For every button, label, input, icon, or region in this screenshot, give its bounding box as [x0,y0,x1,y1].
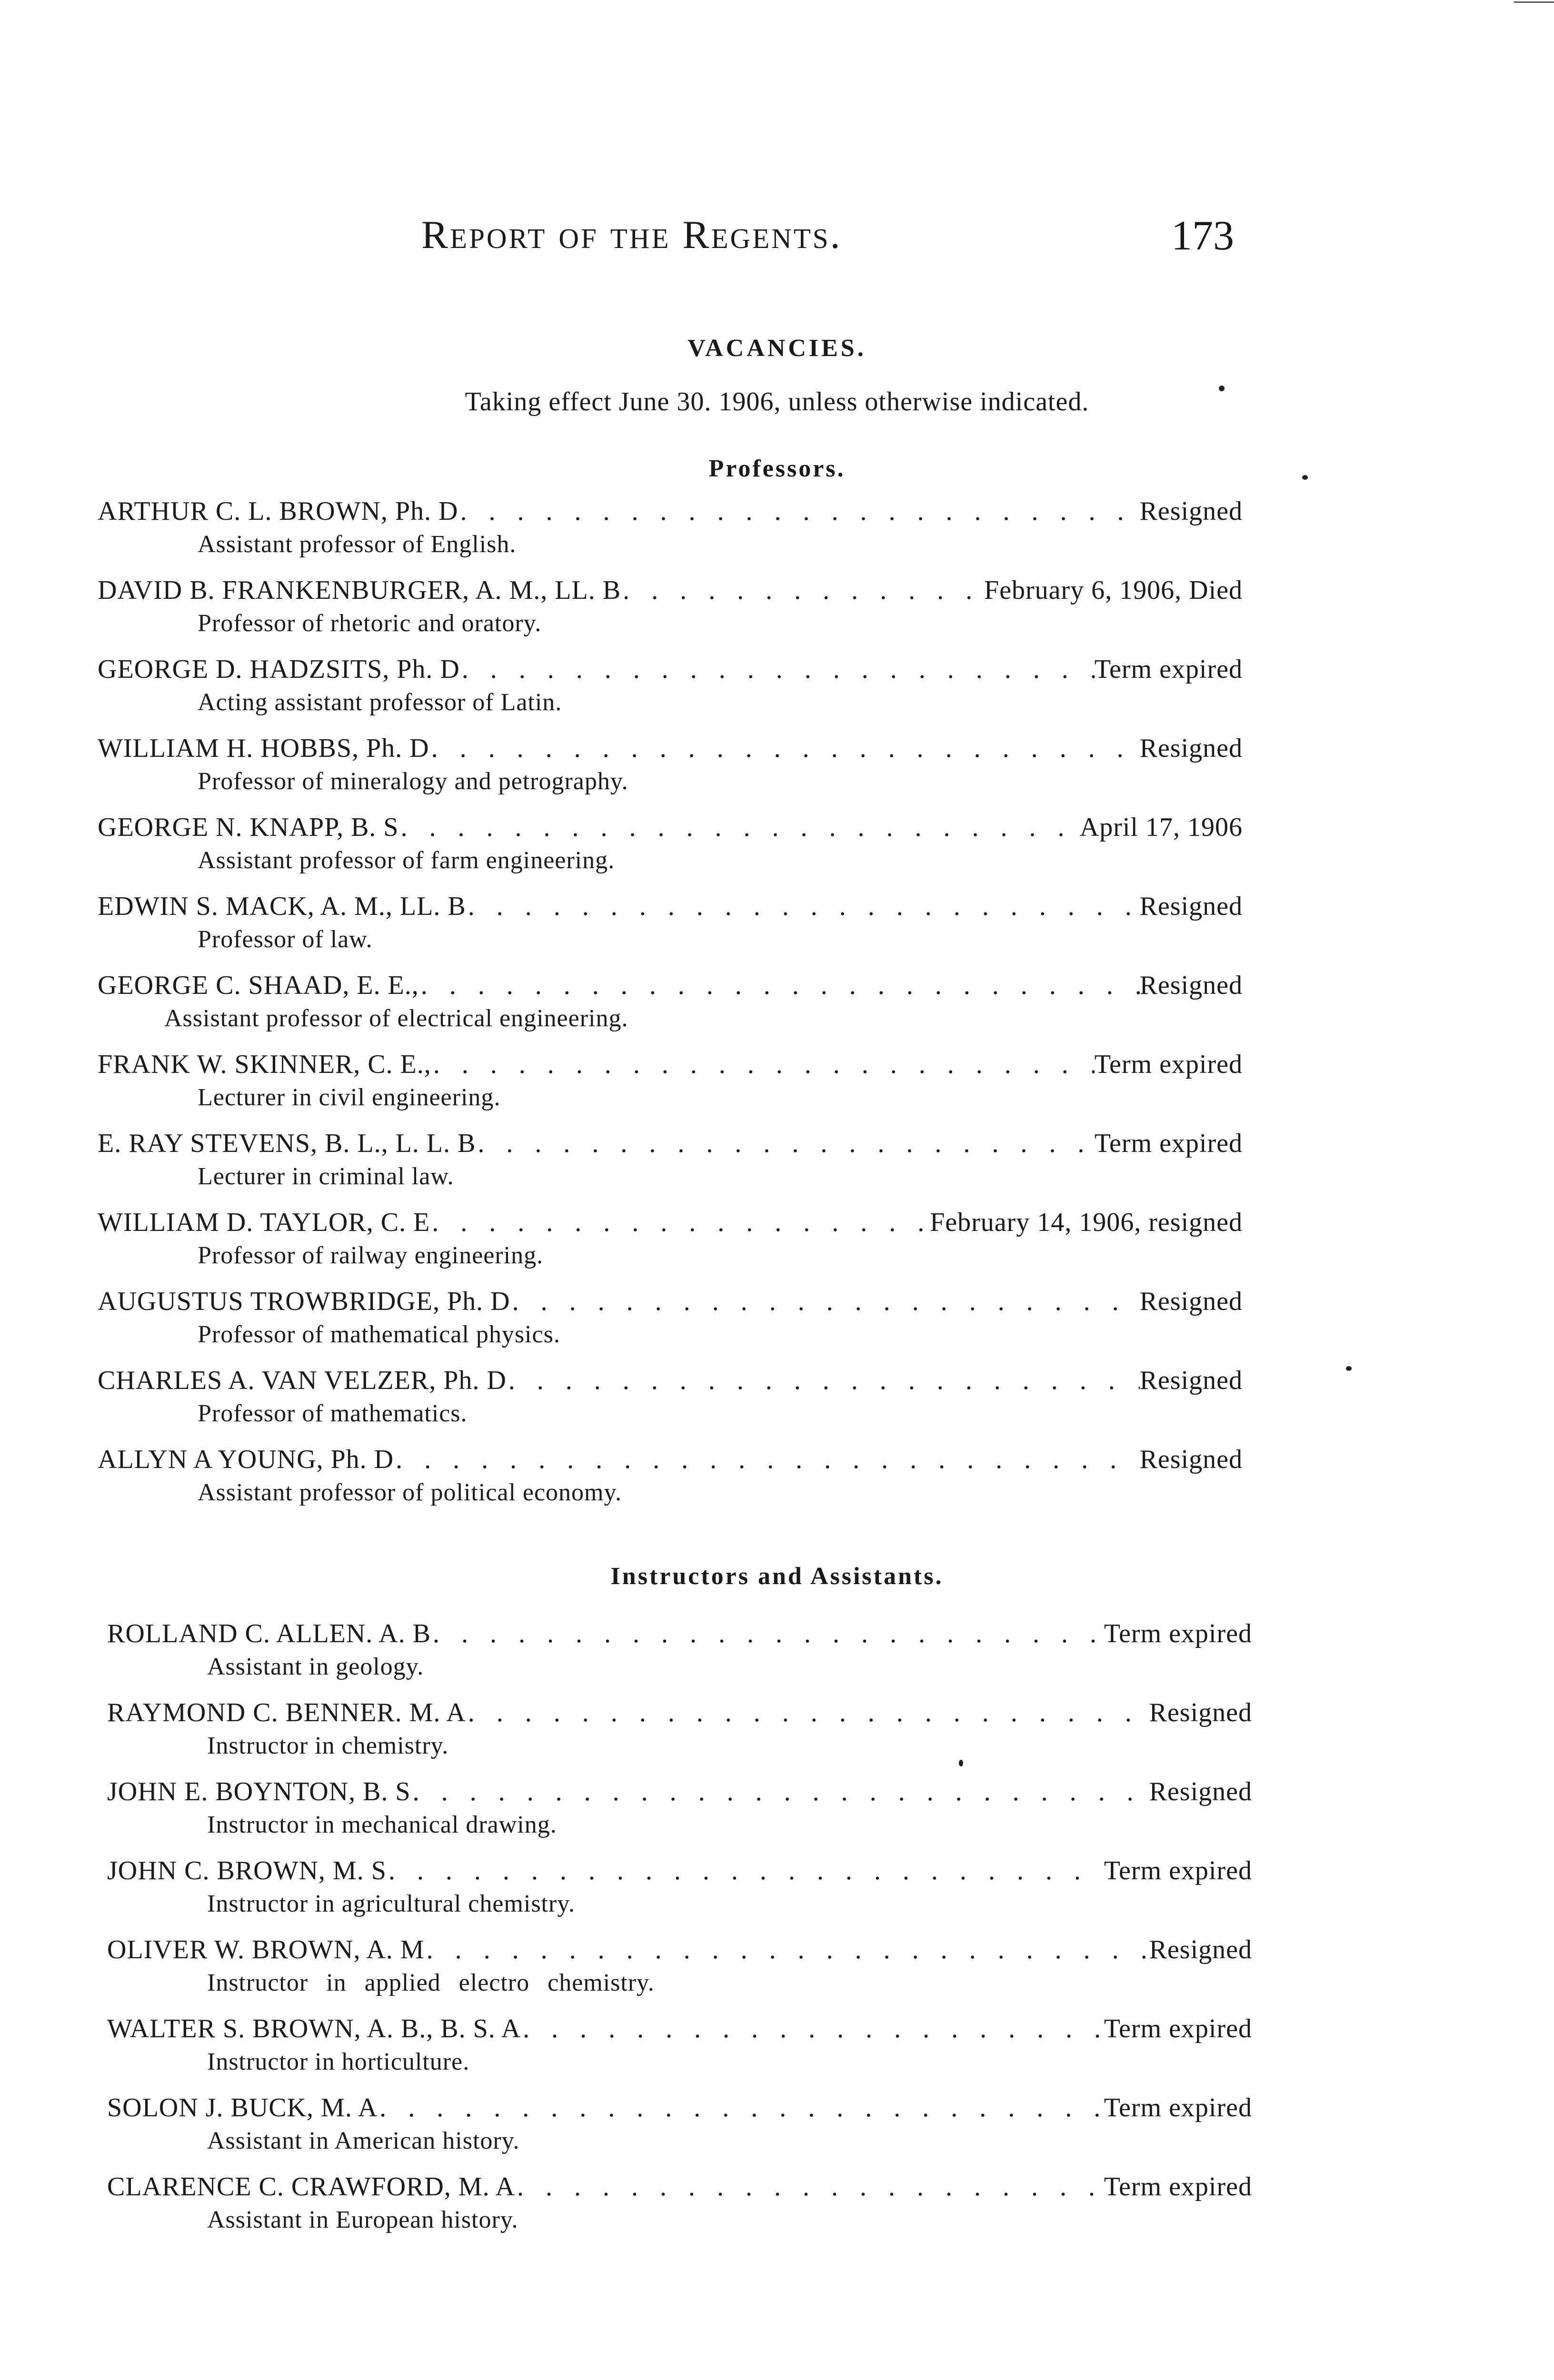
professor-entry [98,1444,1243,1510]
dot-leader [398,812,1079,843]
entry-status: Resigned [1149,1777,1252,1806]
professor-entry [98,1286,1243,1352]
entry-position: Professor of mathematics. [198,1400,468,1427]
entry-position: Instructor in agricultural chemistry. [207,1890,575,1917]
entry-status: Resigned [1139,971,1243,1000]
professor-entry [98,1365,1243,1431]
entry-status: Term expired [1104,1619,1252,1648]
dot-leader [429,733,1140,764]
professor-entry [98,1049,1243,1115]
dot-leader [510,1286,1140,1317]
entry-status: Resigned [1149,1935,1252,1964]
entry-name: GEORGE N. KNAPP, B. S [98,813,399,842]
entry-status: Resigned [1139,892,1243,921]
instructor-entry [107,1776,1252,1842]
dot-leader [515,2172,1104,2202]
professor-entry [98,891,1243,957]
entry-status: Term expired [1104,2172,1252,2202]
professor-entry [98,496,1243,562]
entry-position: Instructor in chemistry. [207,1732,449,1759]
professor-entry [98,1207,1243,1273]
entry-name: CLARENCE C. CRAWFORD, M. A [107,2172,515,2202]
dot-leader [419,970,1140,1001]
instructor-entry [107,1934,1252,2000]
subtitle: Taking effect June 30. 1906, unless otherwise indicated. [465,387,1089,416]
entry-name: FRANK W. SKINNER, C. E., [98,1050,431,1079]
entry-status: Term expired [1104,2014,1252,2043]
dot-leader [431,1049,1095,1080]
entry-position: Professor of law. [198,926,373,953]
entry-position: Assistant in geology. [207,1653,424,1680]
entry-position: Professor of mathematical physics. [198,1321,560,1348]
entry-status: Term expired [1094,1050,1243,1079]
entry-name: GEORGE D. HADZSITS, Ph. D [98,654,460,684]
professor-entry [98,733,1243,799]
entry-status: February 6, 1906, Died [984,575,1243,605]
page-header [0,212,1554,264]
entry-position: Instructor in applied electro chemistry. [207,1969,655,1996]
entry-name: ARTHUR C. L. BROWN, Ph. D [98,496,458,526]
entry-status: Term expired [1104,2093,1252,2122]
entry-status: February 14, 1906, resigned [930,1208,1243,1237]
dot-leader [466,891,1140,922]
entry-name: JOHN C. BROWN, M. S [107,1856,387,1885]
scan-edge [1514,1,1554,3]
scan-speck [1302,475,1308,480]
dot-leader [621,575,984,605]
entry-name: EDWIN S. MACK, A. M., LL. B [98,892,466,921]
entry-position: Lecturer in criminal law. [198,1163,454,1190]
entry-status: Resigned [1139,734,1243,763]
entry-position: Acting assistant professor of Latin. [198,689,562,716]
entry-name: ROLLAND C. ALLEN. A. B [107,1619,431,1648]
entry-position: Assistant professor of farm engineering. [198,847,615,874]
instructors-heading: Instructors and Assistants. [610,1563,944,1590]
entry-name: WALTER S. BROWN, A. B., B. S. A [107,2014,521,2043]
entry-position: Professor of rhetoric and oratory. [198,610,542,637]
dot-leader [507,1365,1140,1396]
entry-name: DAVID B. FRANKENBURGER, A. M., LL. B [98,575,621,605]
dot-leader [387,1855,1104,1886]
entry-position: Professor of railway engineering. [198,1242,544,1269]
professor-entry [98,1128,1243,1194]
entry-name: GEORGE C. SHAAD, E. E., [98,971,419,1000]
scan-speck [1219,386,1225,391]
entry-name: WILLIAM D. TAYLOR, C. E [98,1208,430,1237]
entry-position: Professor of mineralogy and petrography. [198,768,628,795]
entry-position: Instructor in horticulture. [207,2048,470,2075]
entry-name: ALLYN A YOUNG, Ph. D [98,1445,394,1474]
entry-status: Resigned [1139,496,1243,526]
instructor-entry [107,2092,1252,2158]
entry-status: Resigned [1139,1366,1243,1395]
dot-leader [521,2013,1104,2044]
entry-name: RAYMOND C. BENNER. M. A [107,1698,466,1727]
entry-position: Assistant professor of electrical engineering. [164,1005,628,1032]
entry-position: Assistant professor of English. [198,531,517,558]
entry-position: Lecturer in civil engineering. [198,1084,501,1111]
dot-leader [476,1128,1094,1159]
entry-status: Resigned [1139,1287,1243,1316]
dot-leader [431,1618,1104,1649]
entry-name: CHARLES A. VAN VELZER, Ph. D [98,1366,507,1395]
entry-name: SOLON J. BUCK, M. A [107,2093,378,2122]
instructor-entry [107,1855,1252,1921]
dot-leader [460,654,1095,684]
entry-status: Resigned [1149,1698,1252,1727]
professor-entry [98,575,1243,641]
instructor-entry [107,1697,1252,1763]
dot-leader [458,496,1139,526]
entry-status: Term expired [1094,1129,1243,1158]
professors-heading: Professors. [708,455,846,482]
instructor-entry [107,1618,1252,1684]
dot-leader [425,1934,1149,1965]
dot-leader [394,1444,1139,1475]
entry-name: WILLIAM H. HOBBS, Ph. D [98,734,429,763]
entry-name: JOHN E. BOYNTON, B. S [107,1777,411,1806]
entry-position: Assistant professor of political economy. [198,1479,622,1506]
entry-name: OLIVER W. BROWN, A. M [107,1935,425,1964]
entry-status: April 17, 1906 [1079,813,1243,842]
dot-leader [430,1207,930,1238]
entry-name: AUGUSTUS TROWBRIDGE, Ph. D [98,1287,510,1316]
running-title: Report of the Regents. [421,213,842,257]
professor-entry [98,970,1243,1036]
dot-leader [466,1697,1149,1728]
entry-position: Assistant in European history. [207,2206,518,2233]
section-title: VACANCIES. [687,335,867,362]
entry-status: Term expired [1094,654,1243,684]
entry-position: Instructor in mechanical drawing. [207,1811,557,1838]
page-number: 173 [1171,213,1234,259]
instructor-entry [107,2013,1252,2079]
entry-position: Assistant in American history. [207,2127,520,2154]
instructor-entry [107,2172,1252,2237]
dot-leader [378,2092,1104,2123]
dot-leader [411,1776,1149,1807]
scan-speck [1346,1366,1352,1371]
entry-status: Resigned [1139,1445,1243,1474]
professor-entry [98,812,1243,878]
scan-speck [959,1760,963,1766]
entry-name: E. RAY STEVENS, B. L., L. L. B [98,1129,476,1158]
professor-entry [98,654,1243,720]
entry-status: Term expired [1104,1856,1252,1885]
